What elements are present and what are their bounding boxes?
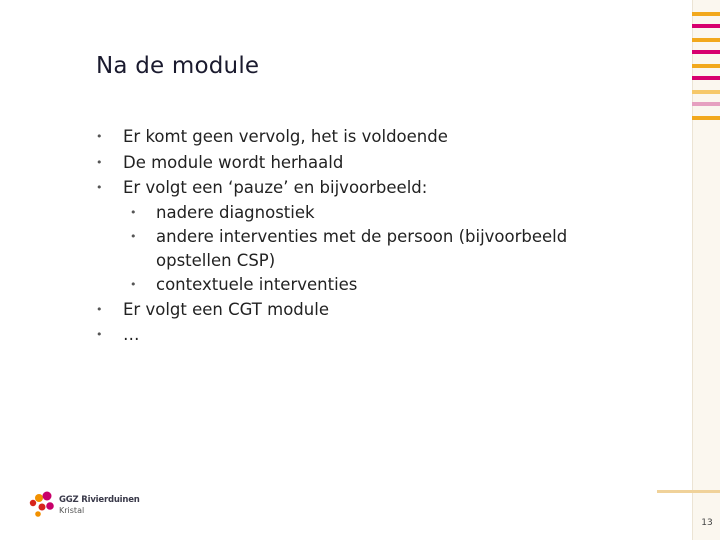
sub-list-item	[96, 225, 616, 273]
sub-list-item	[96, 273, 616, 297]
bullet-icon: •	[130, 229, 137, 243]
logo-dot	[43, 492, 52, 501]
decorative-sidebar	[692, 0, 720, 540]
sub-list-item	[96, 201, 616, 225]
list-item-text: Er komt geen vervolg, het is voldoende	[123, 127, 448, 146]
list-item-text: …	[123, 325, 140, 344]
sidebar-stripe	[692, 12, 720, 16]
page-number: 13	[701, 518, 713, 528]
sidebar-stripe	[692, 76, 720, 80]
list-item-text: Er volgt een CGT module	[123, 299, 329, 319]
sub-list-item-text: nadere diagnostiek	[156, 202, 315, 222]
bullet-icon: •	[130, 277, 137, 291]
list-item	[96, 150, 616, 176]
sidebar-stripe	[692, 64, 720, 68]
logo-dot	[46, 502, 54, 510]
list-item-text: Er volgt een ‘pauze’ en bijvoorbeeld:	[123, 178, 428, 197]
bullet-icon: •	[96, 302, 103, 316]
sidebar-stripe	[692, 38, 720, 42]
footer-rule	[657, 490, 720, 493]
list-item-text: De module wordt herhaald	[123, 152, 344, 172]
sidebar-stripe	[692, 90, 720, 94]
sub-list-item-continuation: opstellen CSP)	[156, 250, 276, 270]
list-item	[96, 322, 616, 348]
logo-name: GGZ Rivierduinen	[59, 495, 140, 505]
list-item	[96, 124, 616, 150]
logo-dot	[39, 504, 46, 511]
bullet-icon: •	[96, 328, 103, 341]
list-item	[96, 297, 616, 323]
sidebar-stripe	[692, 116, 720, 120]
bullet-icon: •	[96, 155, 103, 169]
sub-list-item-text: andere interventies met de persoon (bijvoorbeeld	[156, 226, 568, 246]
bullet-icon: •	[96, 130, 103, 143]
sidebar-stripe	[692, 24, 720, 28]
logo-dot	[35, 511, 41, 517]
logo-dot	[30, 500, 36, 506]
logo-dot	[35, 494, 43, 502]
logo-subtitle: Kristal	[59, 506, 85, 515]
sidebar-stripe	[692, 102, 720, 106]
list-item	[96, 175, 616, 201]
bullet-list	[96, 124, 616, 348]
bullet-icon: •	[96, 181, 103, 194]
sub-list-item-text: contextuele interventies	[156, 274, 358, 294]
sidebar-stripe	[692, 50, 720, 54]
bullet-icon: •	[130, 205, 137, 219]
slide-title: Na de module	[96, 53, 260, 79]
